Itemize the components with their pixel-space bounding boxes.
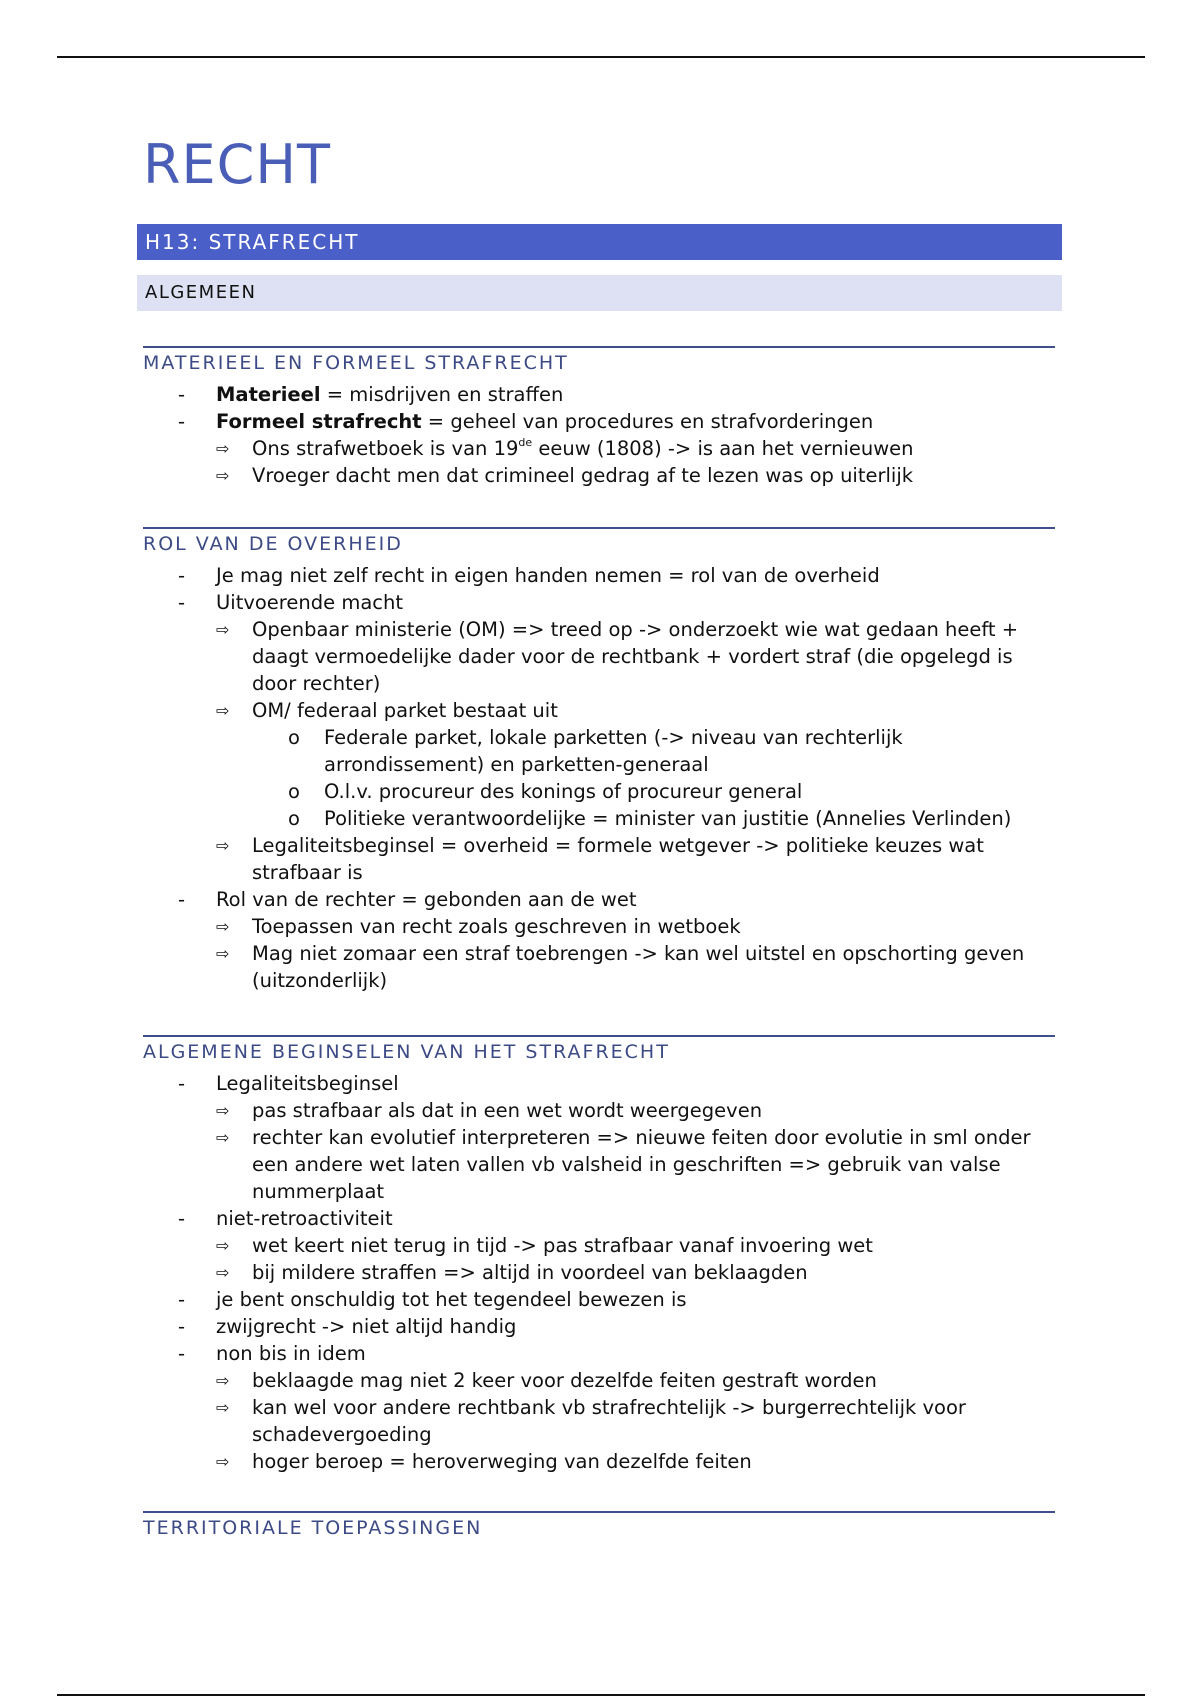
bottom-rule: [57, 1694, 1145, 1696]
item-text-after: eeuw (1808) -> is aan het vernieuwen: [532, 437, 914, 460]
arrow-bullet-icon: ⇨: [216, 1236, 230, 1255]
section-territoriale-toepassingen: [143, 1511, 1055, 1546]
dash-bullet-icon: -: [178, 1342, 186, 1365]
item-text: niet-retroactiviteit: [216, 1207, 393, 1230]
dash-bullet-icon: -: [178, 410, 186, 433]
section-heading: ALGEMENE BEGINSELEN VAN HET STRAFRECHT: [143, 1035, 1055, 1070]
item-text: Openbaar ministerie (OM) => treed op -> onderzoekt wie wat gedaan heeft + daagt vermoedelijke dader voor de rechtbank + vordert straf (die opgelegd is door rechter): [252, 618, 1019, 695]
dash-bullet-icon: -: [178, 383, 186, 406]
top-rule: [57, 56, 1145, 58]
list-item: [143, 562, 1055, 589]
list-item: [143, 1394, 1055, 1448]
list-item: [143, 1259, 1055, 1286]
item-text: O.l.v. procureur des konings of procureur general: [324, 780, 803, 803]
item-text: Vroeger dacht men dat crimineel gedrag af te lezen was op uiterlijk: [252, 464, 914, 487]
circle-bullet-icon: o: [288, 807, 300, 830]
arrow-bullet-icon: ⇨: [216, 620, 230, 639]
section-algemene-beginselen: [143, 1035, 1055, 1475]
heading-h13-strafrecht: H13: STRAFRECHT: [137, 224, 1062, 260]
heading-algemeen: ALGEMEEN: [137, 275, 1062, 311]
dash-bullet-icon: -: [178, 1207, 186, 1230]
item-text: rechter kan evolutief interpreteren => nieuwe feiten door evolutie in sml onder een andere wet laten vallen vb valsheid in geschriften => gebruik van valse nummerplaat: [252, 1126, 1031, 1203]
list-item: [143, 589, 1055, 616]
section-heading: MATERIEEL EN FORMEEL STRAFRECHT: [143, 346, 1055, 381]
arrow-bullet-icon: ⇨: [216, 1371, 230, 1390]
list-item: [143, 1124, 1055, 1205]
dash-bullet-icon: -: [178, 564, 186, 587]
arrow-bullet-icon: ⇨: [216, 944, 230, 963]
dash-bullet-icon: -: [178, 1288, 186, 1311]
list-item: [143, 913, 1055, 940]
arrow-bullet-icon: ⇨: [216, 1128, 230, 1147]
bold-term: Formeel strafrecht: [216, 410, 422, 433]
dash-bullet-icon: -: [178, 888, 186, 911]
list-item: [143, 435, 1055, 462]
item-text: Legaliteitsbeginsel = overheid = formele wetgever -> politieke keuzes wat strafbaar is: [252, 834, 984, 884]
list-item: [143, 1070, 1055, 1097]
item-text: zwijgrecht -> niet altijd handig: [216, 1315, 517, 1338]
list-item: [143, 805, 1055, 832]
list-item: [143, 616, 1055, 697]
arrow-bullet-icon: ⇨: [216, 439, 230, 458]
arrow-bullet-icon: ⇨: [216, 701, 230, 720]
document-title: RECHT: [143, 133, 331, 196]
item-text: OM/ federaal parket bestaat uit: [252, 699, 558, 722]
item-text: kan wel voor andere rechtbank vb strafrechtelijk -> burgerrechtelijk voor schadevergoeding: [252, 1396, 966, 1446]
list-item: [143, 832, 1055, 886]
list-item: [143, 1313, 1055, 1340]
list-item: [143, 1097, 1055, 1124]
item-text: bij mildere straffen => altijd in voordeel van beklaagden: [252, 1261, 808, 1284]
item-text: Federale parket, lokale parketten (-> niveau van rechterlijk arrondissement) en parketten-generaal: [324, 726, 903, 776]
arrow-bullet-icon: ⇨: [216, 1398, 230, 1417]
item-text: Legaliteitsbeginsel: [216, 1072, 399, 1095]
section-heading: ROL VAN DE OVERHEID: [143, 527, 1055, 562]
item-text: Rol van de rechter = gebonden aan de wet: [216, 888, 637, 911]
item-text: Mag niet zomaar een straf toebrengen -> kan wel uitstel en opschorting geven (uitzonderlijk): [252, 942, 1025, 992]
item-text: Ons strafwetboek is van 19: [252, 437, 519, 460]
list-item: [143, 1448, 1055, 1475]
item-text: je bent onschuldig tot het tegendeel bewezen is: [216, 1288, 687, 1311]
list-item: [143, 408, 1055, 435]
list-item: [143, 1205, 1055, 1232]
arrow-bullet-icon: ⇨: [216, 1101, 230, 1120]
list-item: [143, 886, 1055, 913]
list-item: [143, 381, 1055, 408]
list-item: [143, 1367, 1055, 1394]
section-rol-overheid: [143, 527, 1055, 994]
arrow-bullet-icon: ⇨: [216, 1263, 230, 1282]
superscript: de: [518, 436, 533, 449]
arrow-bullet-icon: ⇨: [216, 466, 230, 485]
bold-term: Materieel: [216, 383, 321, 406]
arrow-bullet-icon: ⇨: [216, 1452, 230, 1471]
item-text: Je mag niet zelf recht in eigen handen nemen = rol van de overheid: [216, 564, 880, 587]
item-text: = misdrijven en straffen: [320, 383, 564, 406]
circle-bullet-icon: o: [288, 780, 300, 803]
list-item: [143, 697, 1055, 724]
item-text: = geheel van procedures en strafvorderingen: [421, 410, 874, 433]
list-item: [143, 940, 1055, 994]
list-item: [143, 724, 1055, 778]
list-item: [143, 1286, 1055, 1313]
bullet-list: [143, 1070, 1055, 1475]
circle-bullet-icon: o: [288, 726, 300, 749]
item-text: wet keert niet terug in tijd -> pas strafbaar vanaf invoering wet: [252, 1234, 873, 1257]
bullet-list: [143, 562, 1055, 994]
list-item: [143, 462, 1055, 489]
item-text: hoger beroep = heroverweging van dezelfde feiten: [252, 1450, 752, 1473]
bullet-list: [143, 381, 1055, 489]
arrow-bullet-icon: ⇨: [216, 917, 230, 936]
list-item: [143, 778, 1055, 805]
list-item: [143, 1232, 1055, 1259]
item-text: Uitvoerende macht: [216, 591, 403, 614]
item-text: Toepassen van recht zoals geschreven in wetboek: [252, 915, 741, 938]
item-text: pas strafbaar als dat in een wet wordt weergegeven: [252, 1099, 763, 1122]
dash-bullet-icon: -: [178, 1315, 186, 1338]
section-heading: TERRITORIALE TOEPASSINGEN: [143, 1511, 1055, 1546]
section-materieel-formeel: [143, 346, 1055, 489]
item-text: Politieke verantwoordelijke = minister van justitie (Annelies Verlinden): [324, 807, 1012, 830]
item-text: non bis in idem: [216, 1342, 366, 1365]
list-item: [143, 1340, 1055, 1367]
dash-bullet-icon: -: [178, 1072, 186, 1095]
arrow-bullet-icon: ⇨: [216, 836, 230, 855]
item-text: beklaagde mag niet 2 keer voor dezelfde feiten gestraft worden: [252, 1369, 877, 1392]
dash-bullet-icon: -: [178, 591, 186, 614]
